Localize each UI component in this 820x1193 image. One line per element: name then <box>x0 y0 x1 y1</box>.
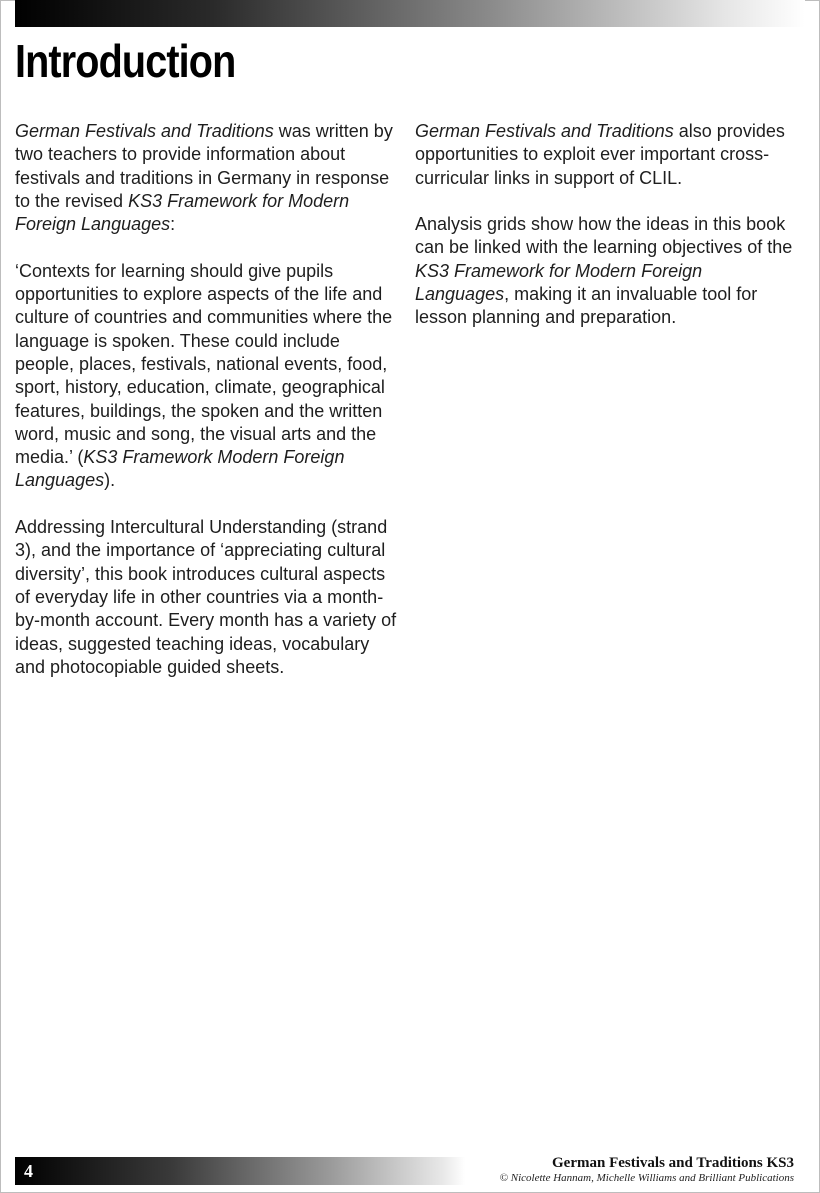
text-span: also provides opportunities to exploit ever important cross-curricular links in support of CLIL. <box>415 121 785 188</box>
framework-citation-italic: KS3 Framework Modern Foreign Languages <box>15 447 345 491</box>
footer-gradient-bar <box>15 1157 465 1185</box>
page-number: 4 <box>24 1161 33 1181</box>
book-title-italic: German Festivals and Traditions <box>415 121 674 141</box>
page-title: Introduction <box>15 35 236 87</box>
right-paragraph-2 <box>415 213 795 329</box>
text-span: , making it an invaluable tool for lesson planning and preparation. <box>415 284 758 328</box>
footer-book-title: German Festivals and Traditions KS3 <box>552 1155 794 1171</box>
header-gradient-bar <box>15 0 805 27</box>
text-span: Addressing Intercultural Understanding (strand 3), and the importance of ‘appreciating cultural diversity’, this book introduces cultural aspects of everyday life in other countries via a month-by-month account. Every month has a variety of ideas, suggested teaching ideas, vocabulary and photocopiable guided sheets. <box>15 517 397 677</box>
right-column <box>415 120 795 353</box>
text-span: ). <box>104 470 116 491</box>
quote-text: ‘Contexts for learning should give pupils opportunities to explore aspects of the life and culture of countries and communities where the language is spoken. These could include people, places, festivals, national events, food, sport, history, education, climate, geographical features, buildings, the spoken and the written word, music and song, the visual arts and the media.’ ( <box>15 260 393 468</box>
left-paragraph-3 <box>15 516 400 679</box>
footer-copyright: © Nicolette Hannam, Michelle Williams and Brilliant Publications <box>499 1172 794 1184</box>
left-paragraph-1 <box>15 120 400 236</box>
book-title-italic: German Festivals and Traditions <box>15 121 274 141</box>
text-span: was written by two teachers to provide information about festivals and traditions in Germany in response to the revised <box>15 121 393 211</box>
framework-title-italic: KS3 Framework for Modern Foreign Languages <box>15 190 350 235</box>
left-paragraph-2-quote <box>15 260 400 493</box>
framework-title-italic: KS3 Framework for Modern Foreign Languages <box>415 260 703 305</box>
left-column <box>15 120 400 702</box>
text-span: Analysis grids show how the ideas in this book can be linked with the learning objectives of the <box>415 214 793 258</box>
right-paragraph-1 <box>415 120 795 190</box>
text-span: : <box>170 214 176 235</box>
